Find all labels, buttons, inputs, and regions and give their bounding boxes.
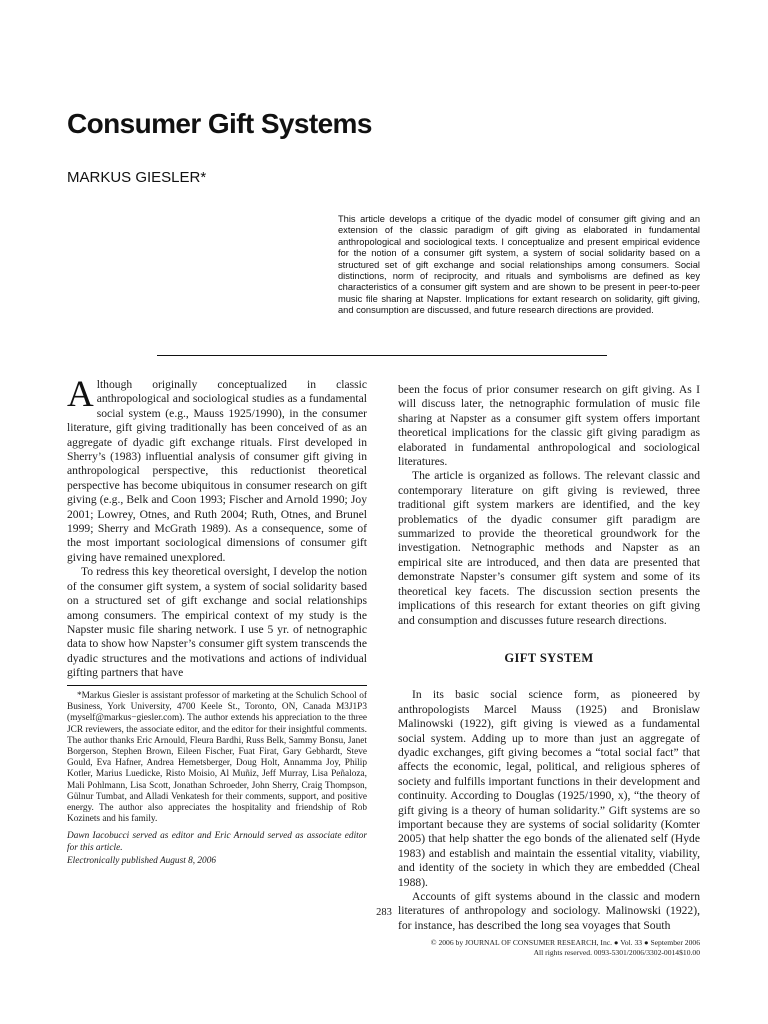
right-paragraph-2: The article is organized as follows. The relevant classic and contemporary literature on gift giving is reviewed, three traditional gift system markers are identified, and the key problematics of the dyadic consumer gift paradigm are summarized to provide the theoretical groundwork for the investigation. Netnographic methods and Napster as an empirical site are introduced, and then data are presented that demonstrate Napster’s consumer gift system and some of its theoretical key facets. The discussion section presents the implications of this research for extant theories on gift giving and consumption and discusses future research directions. [398,469,700,627]
copyright-line-1: © 2006 by JOURNAL OF CONSUMER RESEARCH, Inc. ● Vol. 33 ● September 2006 [430,938,700,947]
section-paragraph-2: Accounts of gift systems abound in the classic and modern literatures of anthropology and sociology. Malinowski (1922), for instance, has described the long sea voyages that South [398,890,700,932]
article-title: Consumer Gift Systems [67,108,372,139]
editor-note: Dawn Iacobucci served as editor and Eric Arnould served as associate editor for this article. [67,831,367,853]
right-paragraph-1: been the focus of prior consumer research on gift giving. As I will discuss later, the netnographic formulation of music file sharing at Napster as a consumer gift system offers important theoretical implications for the classic gift giving paradigm as elaborated in fundamental anthropological and sociological literatures. [398,383,700,469]
footnotes [67,691,367,867]
article-author: MARKUS GIESLER* [67,169,207,186]
intro-paragraph-1 [67,374,367,565]
published-note: Electronically published August 8, 2006 [67,855,216,866]
right-column [398,383,700,933]
abstract-divider [157,355,607,356]
section-heading: GIFT SYSTEM [504,650,594,665]
footnote-divider [67,685,367,686]
copyright-notice [280,938,700,958]
page-number: 283 [376,907,392,918]
article-abstract: This article develops a critique of the dyadic model of consumer gift giving and an extension of the classic paradigm of gift giving as elaborated in fundamental anthropological and sociological texts. I conceptualize and present empirical evidence for the notion of a consumer gift system, a system of social solidarity based on a structured set of gift exchange and social relationships among consumers. Social distinctions, norm of reciprocity, and rituals and symbolisms are defined as key characteristics of a consumer gift system and are shown to be present in peer-to-peer music file sharing at Napster. Implications for extant research on solidarity, gift giving, and consumption are discussed, and future research directions are provided. [338,214,700,316]
intro-paragraph-1-text: lthough originally conceptualized in classic anthropological and sociological studies as a fundamental social system (e.g., Mauss 1925/1990), in the consumer literature, gift giving traditionally has been conceived of as an aggregate of dyadic gift exchange rituals. First developed in Sherry’s (1983) influential analysis of consumer gift giving in anthropological perspective, this reductionist theoretical perspective has become ubiquitous in consumer research on gift giving (e.g., Belk and Coon 1993; Fischer and Arnold 1990; Joy 2001; Lowrey, Otnes, and Ruth 2004; Ruth, Otnes, and Brunel 1999; Sherry and McGrath 1989). As a consequence, some of the most important sociological dimensions of consumer gift giving have remained unexplored. [67,378,367,564]
drop-cap: A [67,374,94,415]
author-footnote: *Markus Giesler is assistant professor of marketing at the Schulich School of Business, York University, 4700 Keele St., Toronto, ON, Canada M3J1P3 (myself@markus−giesler.com). The author extends his appreciation to the three JCR reviewers, the associate editor, and the editor for their insightful comments. The author thanks Eric Arnould, Fleura Bardhi, Russ Belk, Sammy Bonsu, Janet Borgerson, Stephen Brown, Eileen Fischer, Fuat Firat, Gary Gebhardt, Steve Gould, Eva Hafner, Andrea Hemetsberger, Doug Holt, Annamma Joy, Philip Kotler, Marius Luedicke, Risto Moisio, Al Muñiz, Jeff Murray, Lisa Peñaloza, Mali Pohlmann, Lisa Scott, Jonathan Schroeder, John Sherry, Craig Thompson, Gülnur Tumbat, and Alladi Venkatesh for their comments, support, and positive energy. The author also appreciates the hospitality and friendship of Rob Kozinets and his family. [67,691,367,825]
intro-paragraph-2: To redress this key theoretical oversight, I develop the notion of the consumer gift system, a system of social solidarity based on a structured set of gift exchange and social relationships among consumers. The empirical context of my study is the Napster music file sharing network. I use 5 yr. of netnographic data to show how Napster’s consumer gift system transcends the dyadic structures and the motivations and actions of individual gifting partners that have [67,565,367,680]
left-column [67,374,367,681]
copyright-line-2: All rights reserved. 0093-5301/2006/3302-0014$10.00 [533,948,700,957]
section-paragraph-1: In its basic social science form, as pioneered by anthropologists Marcel Mauss (1925) and Bronislaw Malinowski (1922), gift giving is viewed as a fundamental social system. Adding up to more than just an aggregate of dyadic exchanges, gift giving becomes a “total social fact” that affects the economic, legal, political, and religious spheres of society and fulfills important functions in their development and continuity. According to Douglas (1925/1990, x), “the theory of gift giving is a theory of human solidarity.” Gift systems are so important because they are systems of social solidarity (Komter 2005) that help shatter the ego bonds of the alienated self (Hyde 1983) and establish and maintain the essential vitality, viability, and identity of the society in which they are embedded (Cheal 1988). [398,688,700,889]
